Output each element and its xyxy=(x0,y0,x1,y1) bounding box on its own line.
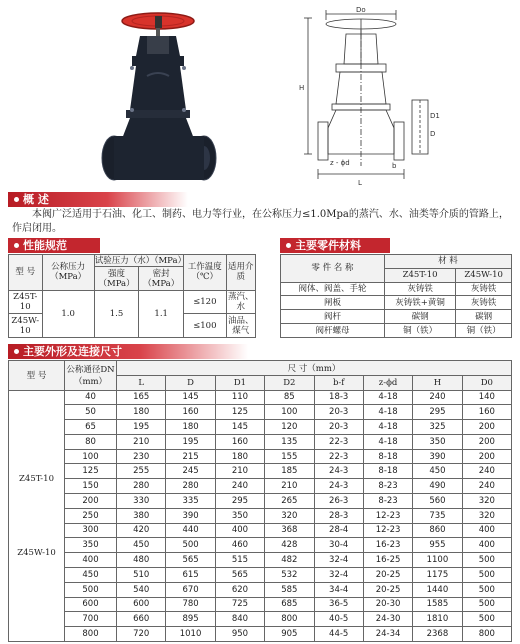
hero-area xyxy=(0,0,520,192)
performance-table xyxy=(8,254,256,338)
table-row xyxy=(9,390,512,405)
section-dimensions-bar xyxy=(8,344,248,359)
dim-value-cell: 2368 xyxy=(413,627,462,642)
dim-value-cell: 145 xyxy=(215,420,264,435)
dim-dn-cell: 80 xyxy=(65,434,117,449)
dim-value-cell: 245 xyxy=(166,464,215,479)
dim-value-cell: 482 xyxy=(265,553,314,568)
mat-w: 铜（铁） xyxy=(456,324,512,338)
table-row xyxy=(9,597,512,612)
dim-value-cell: 215 xyxy=(166,449,215,464)
dimensions-table xyxy=(8,360,512,642)
drawing-label-d1: D1 xyxy=(430,112,440,120)
dim-value-cell: 335 xyxy=(166,494,215,509)
dim-value-cell: 180 xyxy=(117,405,166,420)
dim-value-cell: 460 xyxy=(215,538,264,553)
bullet-dot-icon xyxy=(14,197,19,202)
mat-w: 灰铸铁 xyxy=(456,282,512,296)
dim-value-cell: 1010 xyxy=(166,627,215,642)
perf-header-strength: 强度（MPa） xyxy=(94,267,139,291)
dim-value-cell: 155 xyxy=(265,449,314,464)
dim-col-d0: D0 xyxy=(462,375,511,390)
dim-value-cell: 36-5 xyxy=(314,597,363,612)
dim-value-cell: 800 xyxy=(462,627,511,642)
dim-value-cell: 44-5 xyxy=(314,627,363,642)
dim-value-cell: 210 xyxy=(215,464,264,479)
drawing-label-l: L xyxy=(358,179,362,187)
valve-technical-drawing xyxy=(296,4,446,188)
table-row xyxy=(9,449,512,464)
bullet-dot-icon xyxy=(14,243,19,248)
drawing-label-do: Do xyxy=(356,6,366,14)
dim-value-cell: 540 xyxy=(117,582,166,597)
dim-value-cell: 390 xyxy=(413,449,462,464)
dim-value-cell: 22-3 xyxy=(314,434,363,449)
dim-value-cell: 380 xyxy=(117,508,166,523)
dim-value-cell: 585 xyxy=(265,582,314,597)
dim-value-cell: 125 xyxy=(215,405,264,420)
dim-value-cell: 210 xyxy=(265,479,314,494)
dim-value-cell: 320 xyxy=(462,508,511,523)
table-row xyxy=(9,627,512,642)
table-row xyxy=(9,405,512,420)
table-row xyxy=(9,434,512,449)
dim-value-cell: 24-3 xyxy=(314,479,363,494)
overview-text: 本阀广泛适用于石油、化工、制药、电力等行业，在公称压力≤1.0Mpa的蒸汽、水、油类等介质的管路上，作启闭用。 xyxy=(12,209,509,234)
dim-value-cell: 200 xyxy=(462,449,511,464)
dim-value-cell: 4-18 xyxy=(363,420,412,435)
dim-value-cell: 500 xyxy=(462,567,511,582)
table-row xyxy=(9,582,512,597)
perf-temp: ≤100 xyxy=(184,314,227,338)
dim-col-bf: b-f xyxy=(314,375,363,390)
mat-header-material: 材 料 xyxy=(384,255,511,269)
dim-value-cell: 145 xyxy=(166,390,215,405)
perf-header-model: 型 号 xyxy=(9,255,43,291)
mat-w: 碳钢 xyxy=(456,310,512,324)
dim-value-cell: 320 xyxy=(462,494,511,509)
dim-value-cell: 500 xyxy=(166,538,215,553)
dim-value-cell: 160 xyxy=(215,434,264,449)
dim-value-cell: 950 xyxy=(215,627,264,642)
dim-value-cell: 400 xyxy=(462,523,511,538)
dim-col-d2: D2 xyxy=(265,375,314,390)
dim-header-model: 型 号 xyxy=(9,361,65,391)
dim-value-cell: 28-3 xyxy=(314,508,363,523)
dim-value-cell: 20-25 xyxy=(363,582,412,597)
dim-dn-cell: 800 xyxy=(65,627,117,642)
perf-header-seal: 密封（MPa） xyxy=(139,267,184,291)
dim-dn-cell: 50 xyxy=(65,405,117,420)
dim-value-cell: 4-18 xyxy=(363,434,412,449)
table-row xyxy=(9,479,512,494)
mat-part: 闸板 xyxy=(281,296,385,310)
dim-model-name: Z45W-10 xyxy=(17,547,56,558)
drawing-label-h: H xyxy=(299,84,305,92)
perf-temp: ≤120 xyxy=(184,290,227,314)
dim-value-cell: 22-3 xyxy=(314,449,363,464)
dim-dn-cell: 150 xyxy=(65,479,117,494)
section-materials-bar xyxy=(280,238,390,253)
dim-value-cell: 735 xyxy=(413,508,462,523)
section-materials-title: 主要零件材料 xyxy=(295,239,361,252)
table-row xyxy=(9,420,512,435)
dim-value-cell: 500 xyxy=(462,582,511,597)
dim-value-cell: 420 xyxy=(117,523,166,538)
dim-value-cell: 20-30 xyxy=(363,597,412,612)
dim-value-cell: 28-4 xyxy=(314,523,363,538)
perf-header-nominal: 公称压力（MPa） xyxy=(42,255,94,291)
section-performance-title: 性能规范 xyxy=(23,239,67,252)
table-row xyxy=(9,553,512,568)
dim-dn-cell: 450 xyxy=(65,567,117,582)
dim-value-cell: 195 xyxy=(166,434,215,449)
dim-value-cell: 1810 xyxy=(413,612,462,627)
table-row xyxy=(9,508,512,523)
dim-value-cell: 450 xyxy=(413,464,462,479)
dim-dn-cell: 65 xyxy=(65,420,117,435)
table-row xyxy=(9,523,512,538)
dim-value-cell: 4-18 xyxy=(363,390,412,405)
dim-value-cell: 660 xyxy=(117,612,166,627)
dim-value-cell: 1440 xyxy=(413,582,462,597)
dim-value-cell: 565 xyxy=(166,553,215,568)
dim-value-cell: 200 xyxy=(462,420,511,435)
table-row xyxy=(9,567,512,582)
dim-value-cell: 40-5 xyxy=(314,612,363,627)
dim-value-cell: 1585 xyxy=(413,597,462,612)
dim-value-cell: 240 xyxy=(215,479,264,494)
dim-value-cell: 32-4 xyxy=(314,553,363,568)
dim-value-cell: 240 xyxy=(462,464,511,479)
dim-dn-cell: 350 xyxy=(65,538,117,553)
valve-photo xyxy=(92,6,262,184)
dim-dn-cell: 700 xyxy=(65,612,117,627)
dim-value-cell: 500 xyxy=(462,597,511,612)
dim-value-cell: 905 xyxy=(265,627,314,642)
dim-value-cell: 135 xyxy=(265,434,314,449)
mat-header-model: Z45W-10 xyxy=(456,268,512,282)
dim-value-cell: 780 xyxy=(166,597,215,612)
dim-value-cell: 428 xyxy=(265,538,314,553)
dim-value-cell: 24-30 xyxy=(363,612,412,627)
dim-value-cell: 24-34 xyxy=(363,627,412,642)
table-row xyxy=(9,538,512,553)
perf-medium: 油品、煤气 xyxy=(228,315,254,336)
dim-value-cell: 16-25 xyxy=(363,553,412,568)
dim-value-cell: 320 xyxy=(265,508,314,523)
dim-value-cell: 4-18 xyxy=(363,405,412,420)
dim-value-cell: 240 xyxy=(462,479,511,494)
dim-value-cell: 16-23 xyxy=(363,538,412,553)
dim-value-cell: 670 xyxy=(166,582,215,597)
perf-medium: 蒸汽、水 xyxy=(228,292,254,313)
dim-value-cell: 18-3 xyxy=(314,390,363,405)
dim-value-cell: 210 xyxy=(117,434,166,449)
dim-value-cell: 85 xyxy=(265,390,314,405)
dim-value-cell: 24-3 xyxy=(314,464,363,479)
bullet-dot-icon xyxy=(14,349,19,354)
dim-value-cell: 240 xyxy=(413,390,462,405)
dim-value-cell: 265 xyxy=(265,494,314,509)
dim-col-h: H xyxy=(413,375,462,390)
dim-dn-cell: 200 xyxy=(65,494,117,509)
dim-value-cell: 560 xyxy=(413,494,462,509)
dim-value-cell: 515 xyxy=(215,553,264,568)
dim-value-cell: 8-18 xyxy=(363,464,412,479)
dim-dn-cell: 40 xyxy=(65,390,117,405)
section-overview-bar xyxy=(8,192,188,207)
dim-value-cell: 20-3 xyxy=(314,405,363,420)
dim-value-cell: 368 xyxy=(265,523,314,538)
dim-dn-cell: 300 xyxy=(65,523,117,538)
dim-value-cell: 34-4 xyxy=(314,582,363,597)
table-row xyxy=(9,464,512,479)
dim-value-cell: 32-4 xyxy=(314,567,363,582)
dim-value-cell: 565 xyxy=(215,567,264,582)
section-overview-title: 概 述 xyxy=(23,193,49,206)
dim-value-cell: 295 xyxy=(215,494,264,509)
dim-value-cell: 12-23 xyxy=(363,523,412,538)
perf-model: Z45W-10 xyxy=(9,314,43,338)
materials-table xyxy=(280,254,512,338)
perf-header-temp: 工作温度（℃） xyxy=(184,255,227,291)
dim-value-cell: 500 xyxy=(462,612,511,627)
mat-header-part: 零 件 名 称 xyxy=(281,255,385,283)
dim-value-cell: 195 xyxy=(117,420,166,435)
dim-col-d1: D1 xyxy=(215,375,264,390)
dim-col-zphid: z-ϕd xyxy=(363,375,412,390)
dim-value-cell: 230 xyxy=(117,449,166,464)
dim-value-cell: 325 xyxy=(413,420,462,435)
dim-value-cell: 30-4 xyxy=(314,538,363,553)
dim-value-cell: 800 xyxy=(265,612,314,627)
dim-value-cell: 180 xyxy=(215,449,264,464)
mat-t: 灰铸铁 xyxy=(384,282,455,296)
dim-value-cell: 615 xyxy=(166,567,215,582)
dim-value-cell: 295 xyxy=(413,405,462,420)
dim-value-cell: 140 xyxy=(462,390,511,405)
dim-value-cell: 280 xyxy=(117,479,166,494)
dim-value-cell: 8-23 xyxy=(363,494,412,509)
perf-model: Z45T-10 xyxy=(9,290,43,314)
mat-t: 铜（铁） xyxy=(384,324,455,338)
dim-value-cell: 350 xyxy=(215,508,264,523)
section-dimensions-title: 主要外形及连接尺寸 xyxy=(23,345,122,358)
mat-part: 阀杆 xyxy=(281,310,385,324)
dim-value-cell: 110 xyxy=(215,390,264,405)
dim-value-cell: 860 xyxy=(413,523,462,538)
dim-value-cell: 725 xyxy=(215,597,264,612)
dim-value-cell: 440 xyxy=(166,523,215,538)
dim-dn-cell: 125 xyxy=(65,464,117,479)
dim-dn-cell: 600 xyxy=(65,597,117,612)
mat-part: 阀体、阀盖、手轮 xyxy=(281,282,385,296)
dim-value-cell: 8-18 xyxy=(363,449,412,464)
dim-value-cell: 600 xyxy=(117,597,166,612)
dim-value-cell: 400 xyxy=(462,538,511,553)
section-performance-bar xyxy=(8,238,100,253)
dim-value-cell: 510 xyxy=(117,567,166,582)
dim-value-cell: 165 xyxy=(117,390,166,405)
dim-value-cell: 685 xyxy=(265,597,314,612)
dim-header-dn: 公称通径DN（mm） xyxy=(65,361,117,391)
dim-value-cell: 26-3 xyxy=(314,494,363,509)
dim-value-cell: 200 xyxy=(462,434,511,449)
dim-dn-cell: 400 xyxy=(65,553,117,568)
dim-value-cell: 255 xyxy=(117,464,166,479)
table-row xyxy=(9,494,512,509)
dim-value-cell: 20-3 xyxy=(314,420,363,435)
dim-value-cell: 280 xyxy=(166,479,215,494)
mat-part: 阀杆螺母 xyxy=(281,324,385,338)
perf-strength-value: 1.5 xyxy=(94,290,139,337)
perf-nominal-value: 1.0 xyxy=(42,290,94,337)
dim-value-cell: 500 xyxy=(462,553,511,568)
dim-model-cell xyxy=(9,390,65,641)
dim-value-cell: 895 xyxy=(166,612,215,627)
bullet-dot-icon xyxy=(286,243,291,248)
dim-value-cell: 330 xyxy=(117,494,166,509)
drawing-label-zphid: z - ϕd xyxy=(330,159,350,167)
dim-header-size: 尺 寸（mm） xyxy=(117,361,512,376)
dim-dn-cell: 500 xyxy=(65,582,117,597)
perf-header-medium: 适用介质 xyxy=(226,255,255,291)
dim-value-cell: 400 xyxy=(215,523,264,538)
mat-t: 灰铸铁+黄铜 xyxy=(384,296,455,310)
mat-w: 灰铸铁 xyxy=(456,296,512,310)
dim-value-cell: 450 xyxy=(117,538,166,553)
dim-value-cell: 100 xyxy=(265,405,314,420)
perf-seal-value: 1.1 xyxy=(139,290,184,337)
mat-t: 碳钢 xyxy=(384,310,455,324)
table-row xyxy=(9,612,512,627)
drawing-label-d: D xyxy=(430,130,436,138)
dim-value-cell: 160 xyxy=(166,405,215,420)
dim-value-cell: 840 xyxy=(215,612,264,627)
dim-col-l: L xyxy=(117,375,166,390)
perf-header-test: 试验压力（水）（MPa） xyxy=(94,255,187,266)
dim-value-cell: 1175 xyxy=(413,567,462,582)
dim-value-cell: 8-23 xyxy=(363,479,412,494)
dim-value-cell: 20-25 xyxy=(363,567,412,582)
dim-value-cell: 490 xyxy=(413,479,462,494)
dim-value-cell: 390 xyxy=(166,508,215,523)
dim-value-cell: 180 xyxy=(166,420,215,435)
dim-value-cell: 185 xyxy=(265,464,314,479)
dim-dn-cell: 100 xyxy=(65,449,117,464)
dim-value-cell: 620 xyxy=(215,582,264,597)
dim-model-name: Z45T-10 xyxy=(19,473,54,484)
dim-value-cell: 955 xyxy=(413,538,462,553)
mat-header-model: Z45T-10 xyxy=(384,268,455,282)
dim-value-cell: 480 xyxy=(117,553,166,568)
dim-dn-cell: 250 xyxy=(65,508,117,523)
dim-value-cell: 350 xyxy=(413,434,462,449)
dim-value-cell: 12-23 xyxy=(363,508,412,523)
dim-value-cell: 720 xyxy=(117,627,166,642)
dim-value-cell: 120 xyxy=(265,420,314,435)
dim-value-cell: 1100 xyxy=(413,553,462,568)
dim-value-cell: 532 xyxy=(265,567,314,582)
dim-col-d: D xyxy=(166,375,215,390)
dim-value-cell: 160 xyxy=(462,405,511,420)
drawing-label-b: b xyxy=(392,162,397,170)
